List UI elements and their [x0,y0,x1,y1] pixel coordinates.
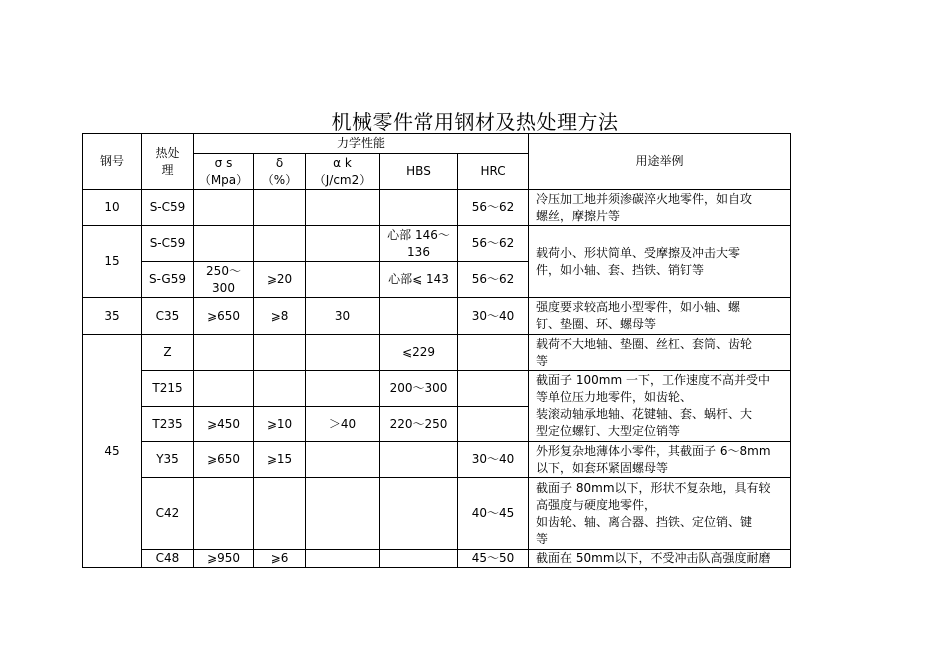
cell-delta [254,226,306,262]
cell-heat: Y35 [142,442,194,478]
cell-hbs [380,550,458,568]
cell-heat: S-C59 [142,226,194,262]
cell-delta: ⩾20 [254,262,306,298]
cell-steel: 45 [83,335,142,568]
cell-delta [254,371,306,407]
steel-table [82,133,791,568]
cell-sigma [194,371,254,407]
cell-sigma: ⩾650 [194,442,254,478]
cell-hrc: 56～62 [458,262,529,298]
cell-heat: C48 [142,550,194,568]
cell-usage: 冷压加工地并须渗碳淬火地零件，如自攻 螺丝，摩擦片等 [529,190,791,226]
cell-ak [306,442,380,478]
cell-sigma: ⩾650 [194,298,254,335]
header-hbs: HBS [380,154,458,190]
cell-usage: 强度要求较高地小型零件，如小轴、螺 钉、垫圈、环、螺母等 [529,298,791,335]
cell-hrc: 30～40 [458,298,529,335]
cell-heat: T215 [142,371,194,407]
cell-hbs [380,442,458,478]
cell-hrc: 40～45 [458,478,529,550]
cell-sigma [194,226,254,262]
cell-usage: 外形复杂地薄体小零件，其截面子 6～8mm 以下，如套环紧固螺母等 [529,442,791,478]
cell-heat: C35 [142,298,194,335]
cell-delta: ⩾15 [254,442,306,478]
cell-ak [306,335,380,371]
table-row [83,478,791,550]
table-row [83,550,791,568]
cell-usage: 载荷不大地轴、垫圈、丝杠、套筒、齿轮 等 [529,335,791,371]
cell-hbs: 心部⩽ 143 [380,262,458,298]
cell-heat: C42 [142,478,194,550]
header-mechanical-properties: 力学性能 [194,134,529,154]
cell-sigma [194,190,254,226]
cell-ak: 30 [306,298,380,335]
cell-usage: 截面子 100mm 一下，工作速度不高并受中 等单位压力地零件，如齿轮、 装滚动轴承地轴、花键轴、套、蜗杆、大 型定位螺钉、大型定位销等 [529,371,791,442]
header-hrc: HRC [458,154,529,190]
cell-hrc: 56～62 [458,226,529,262]
cell-steel: 10 [83,190,142,226]
cell-sigma: ⩾450 [194,407,254,442]
cell-delta: ⩾8 [254,298,306,335]
document-title: 机械零件常用钢材及热处理方法 [331,110,619,134]
cell-heat: T235 [142,407,194,442]
table-row [83,226,791,262]
cell-hrc [458,407,529,442]
cell-ak [306,478,380,550]
cell-delta [254,335,306,371]
header-row-1 [83,134,791,154]
cell-sigma: ⩾950 [194,550,254,568]
header-usage: 用途举例 [529,134,791,190]
cell-steel: 15 [83,226,142,298]
cell-delta [254,478,306,550]
table-row [83,335,791,371]
table-row [83,371,791,407]
cell-hrc: 56～62 [458,190,529,226]
cell-heat: S-C59 [142,190,194,226]
cell-ak [306,262,380,298]
cell-heat: Z [142,335,194,371]
table-row [83,298,791,335]
cell-hbs: 220～250 [380,407,458,442]
cell-hbs [380,298,458,335]
cell-heat: S-G59 [142,262,194,298]
cell-usage: 截面在 50mm以下，不受冲击队高强度耐磨 [529,550,791,568]
cell-ak: ＞40 [306,407,380,442]
cell-sigma: 250～ 300 [194,262,254,298]
cell-delta: ⩾6 [254,550,306,568]
table-row [83,442,791,478]
header-ak: α k （J/cm2） [306,154,380,190]
cell-sigma [194,478,254,550]
cell-ak [306,226,380,262]
cell-hrc: 45～50 [458,550,529,568]
cell-ak [306,190,380,226]
cell-delta [254,190,306,226]
cell-usage: 截面子 80mm以下，形状不复杂地，具有较 高强度与硬度地零件， 如齿轮、轴、离合器、挡铁、定位销、键 等 [529,478,791,550]
cell-steel: 35 [83,298,142,335]
cell-delta: ⩾10 [254,407,306,442]
cell-hbs: 心部 146～ 136 [380,226,458,262]
cell-hbs [380,478,458,550]
cell-hbs: 200～300 [380,371,458,407]
table-row [83,190,791,226]
cell-hbs: ⩽229 [380,335,458,371]
cell-hbs [380,190,458,226]
cell-ak [306,550,380,568]
header-heat-treatment: 热处 理 [142,134,194,190]
cell-hrc: 30～40 [458,442,529,478]
header-steel: 钢号 [83,134,142,190]
cell-ak [306,371,380,407]
header-sigma: σ s （Mpa） [194,154,254,190]
cell-hrc [458,335,529,371]
cell-hrc [458,371,529,407]
header-delta: δ （%） [254,154,306,190]
cell-sigma [194,335,254,371]
cell-usage: 载荷小、形状简单、受摩擦及冲击大零 件，如小轴、套、挡铁、销钉等 [529,226,791,298]
